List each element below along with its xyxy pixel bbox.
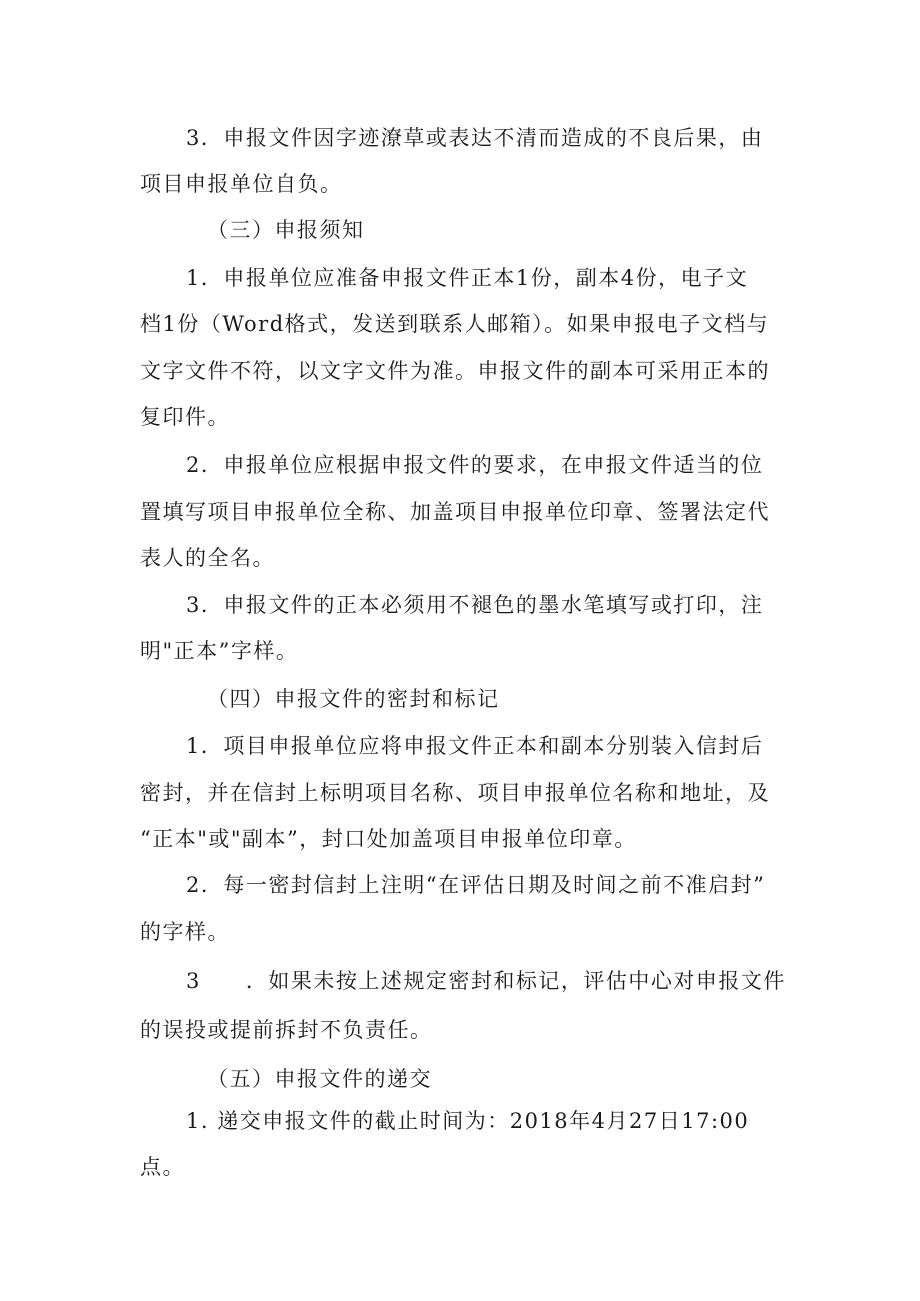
section-heading: （四）申报文件的密封和标记 <box>207 687 500 711</box>
paragraph-line: 项目申报单位自负。 <box>140 172 343 196</box>
paragraph-line: 文字文件不符，以文字文件为准。申报文件的副本可采用正本的 <box>140 359 770 383</box>
paragraph-line: 复印件。 <box>140 405 230 429</box>
paragraph-line: 的误投或提前拆封不负责任。 <box>140 1018 433 1042</box>
paragraph-line: “正本"或"副本”，封口处加盖项目申报单位印章。 <box>140 827 637 851</box>
paragraph-line: 置填写项目申报单位全称、加盖项目申报单位印章、签署法定代 <box>140 500 770 524</box>
paragraph-line: 3．申报文件因字迹潦草或表达不清而造成的不良后果，由 <box>186 126 764 150</box>
paragraph-line: 表人的全名。 <box>140 546 275 570</box>
paragraph-line: 2．每一密封信封上注明“在评估日期及时间之前不准启封” <box>186 873 766 897</box>
paragraph-line: 明"正本”字样。 <box>140 639 299 663</box>
paragraph-line: 3 ．如果未按上述规定密封和标记，评估中心对申报文件 <box>186 969 786 993</box>
paragraph-line: 1. 递交申报文件的截止时间为：2018年4月27日17:00 <box>186 1109 750 1133</box>
paragraph-line: 点。 <box>140 1155 185 1179</box>
paragraph-line: 2．申报单位应根据申报文件的要求，在申报文件适当的位 <box>186 453 764 477</box>
paragraph-line: 的字样。 <box>140 920 230 944</box>
paragraph-line: 密封，并在信封上标明项目名称、项目申报单位名称和地址，及 <box>140 781 770 805</box>
paragraph-line: 1．申报单位应准备申报文件正本1份，副本4份，电子文 <box>186 266 749 290</box>
paragraph-line: 1．项目申报单位应将申报文件正本和副本分别装入信封后 <box>186 734 764 758</box>
section-heading: （五）申报文件的递交 <box>207 1067 432 1091</box>
paragraph-line: 3．申报文件的正本必须用不褪色的墨水笔填写或打印，注 <box>186 593 764 617</box>
paragraph-line: 档1份（Word格式，发送到联系人邮箱）。如果申报电子文档与 <box>140 312 770 336</box>
section-heading: （三）申报须知 <box>207 218 365 242</box>
